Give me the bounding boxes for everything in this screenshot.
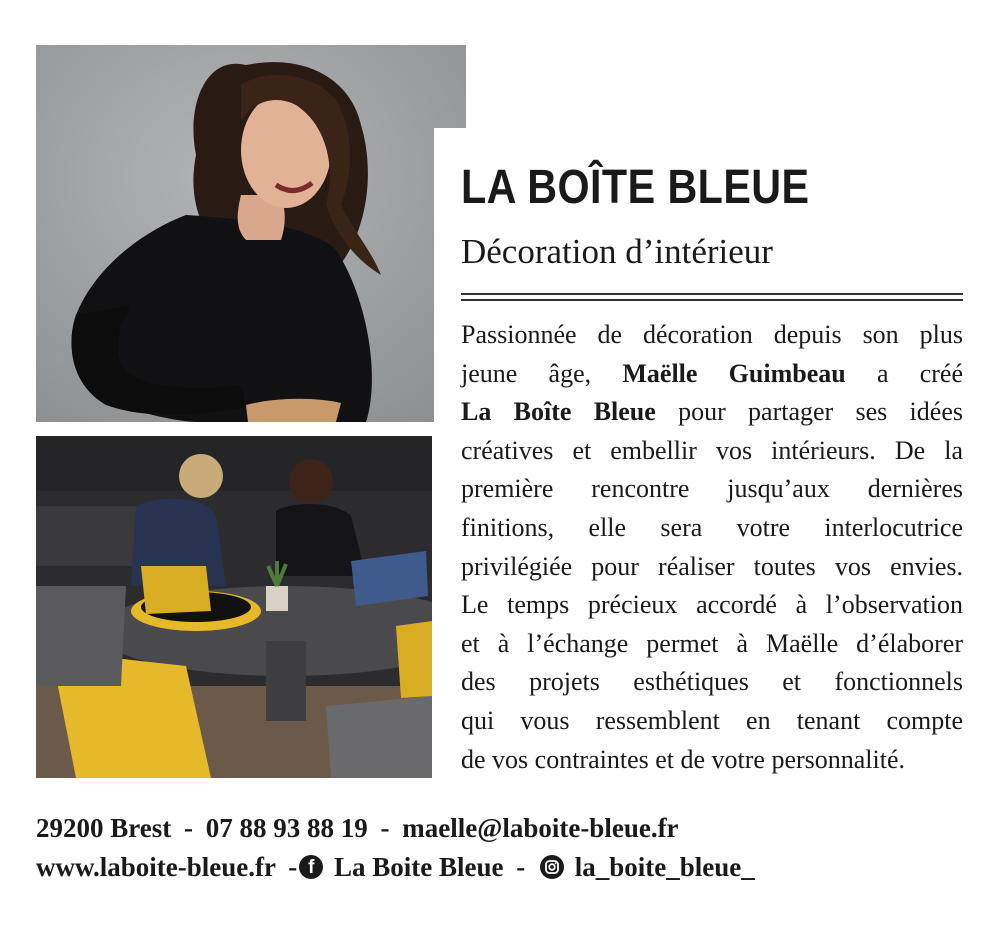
bio-line: de vos contraintes et de votre personnalité. [461,744,906,774]
bio-line: finitions, elle sera votre interlocutrice [461,512,963,542]
owner-name: Maëlle Guimbeau [622,358,846,388]
bio-line: qui vous ressemblent en tenant compte [461,705,963,735]
portrait-illustration [36,45,466,422]
divider-top [461,293,963,295]
instagram-icon[interactable] [540,855,564,879]
bio-line: privilégiée pour réaliser toutes vos envies. [461,551,963,581]
bio-line: et à l’échange permet à Maëlle d’élaborer [461,628,963,658]
contact-line-1 [36,813,976,844]
workspace-photo [36,436,432,778]
company-name: La Boîte Bleue [461,397,656,427]
contact-city: 29200 Brest [36,813,172,843]
bio-line: Passionnée de décoration depuis son plus [461,320,963,349]
contact-line-2 [36,852,976,883]
workspace-illustration [36,436,432,778]
separator: - [184,813,193,843]
portrait-photo [36,45,466,422]
bio-line: jeune âge, Maëlle Guimbeau a créé [461,358,963,388]
brand-title: LA BOÎTE BLEUE [461,161,810,214]
facebook-icon[interactable]: f [299,855,323,879]
bio-line: créatives et embellir vos intérieurs. De la [461,435,963,465]
separator: - [516,852,526,882]
brand-subtitle: Décoration d’intérieur [461,232,773,271]
separator: - [288,852,298,882]
separator: - [380,813,390,843]
divider-bottom [461,299,963,301]
contact-email[interactable]: maelle@laboite-bleue.fr [402,813,679,843]
website-link[interactable]: www.laboite-bleue.fr [36,852,276,882]
bio-line: des projets esthétiques et fonctionnels [461,667,963,697]
bio-line: première rencontre jusqu’aux dernières [461,474,963,504]
bio-line: La Boîte Bleue pour partager ses idées [461,397,963,427]
contact-phone[interactable]: 07 88 93 88 19 [205,813,368,843]
instagram-link[interactable]: la_boite_bleue_ [574,852,755,882]
facebook-link[interactable]: La Boite Bleue [333,852,504,882]
bio-text [461,316,963,779]
bio-line: Le temps précieux accordé à l’observation [461,590,963,620]
